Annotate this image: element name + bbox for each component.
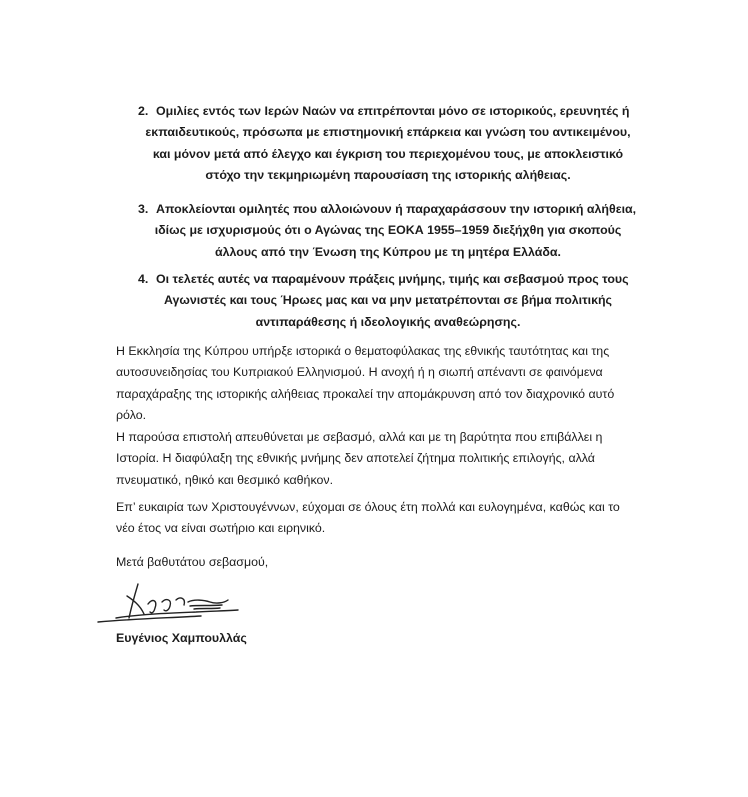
item-line: εκπαιδευτικούς, πρόσωπα με επιστημονική επάρκεια και γνώση του αντικειμένου, <box>145 125 631 140</box>
item-line: άλλους από την Ένωση της Κύπρου με τη μητέρα Ελλάδα. <box>215 244 561 259</box>
item-line: Αποκλείονται ομιλητές που αλλοιώνουν ή παραχαράσσουν την ιστορική αλήθεια, <box>156 202 637 216</box>
body-paragraph <box>116 341 646 426</box>
body-paragraph <box>116 497 646 540</box>
item-line: Ομιλίες εντός των Ιερών Ναών να επιτρέπονται μόνο σε ιστορικούς, ερευνητές ή <box>156 104 630 118</box>
signer-name: Ευγένιος Χαμπουλλάς <box>116 631 247 645</box>
paragraph-line: Η παρούσα επιστολή απευθύνεται με σεβασμό, αλλά και με τη βαρύτητα που επιβάλλει η <box>116 430 603 444</box>
paragraph-line: πνευματικό, ηθικό και θεσμικό καθήκον. <box>116 472 334 487</box>
item-number: 2. <box>138 104 149 118</box>
item-text <box>138 269 638 333</box>
paragraph-line: νέο έτος να είναι σωτήριο και ειρηνικό. <box>116 521 326 536</box>
item-line: αντιπαράθεσης ή ιδεολογικής αναθεώρησης. <box>255 314 521 329</box>
closing-salutation: Μετά βαθυτάτου σεβασμού, <box>116 555 269 569</box>
item-number: 3. <box>138 202 149 216</box>
item-text <box>138 199 638 263</box>
handwritten-signature <box>86 578 256 630</box>
paragraph-line: Η Εκκλησία της Κύπρου υπήρξε ιστορικά ο θεματοφύλακας της εθνικής ταυτότητας και της <box>116 344 610 358</box>
item-line: ιδίως με ισχυρισμούς ότι ο Αγώνας της ΕΟΚΑ 1955–1959 διεξήχθη για σκοπούς <box>154 223 622 238</box>
item-line: στόχο την τεκμηριωμένη παρουσίαση της ιστορικής αλήθειας. <box>205 167 571 182</box>
paragraph-line: αυτοσυνειδησίας του Κυπριακού Ελληνισμού. Η ανοχή ή η σιωπή απέναντι σε φαινόμενα <box>116 365 603 380</box>
paragraph-line: Επ’ ευκαιρία των Χριστουγέννων, εύχομαι σε όλους έτη πολλά και ευλογημένα, καθώς και το <box>116 500 620 514</box>
paragraph-line: Ιστορία. Η διαφύλαξη της εθνικής μνήμης δεν αποτελεί ζήτημα πολιτικής επιλογής, αλλά <box>116 451 595 466</box>
item-text <box>138 101 638 186</box>
paragraph-line: παραχάραξης της ιστορικής αλήθειας προκαλεί την απομάκρυνση από τον διαχρονικό αυτό <box>116 386 615 401</box>
body-paragraph <box>116 427 646 491</box>
item-line: και μόνον μετά από έλεγχο και έγκριση του περιεχομένου τους, με αποκλειστικό <box>152 146 624 161</box>
paragraph-line: ρόλο. <box>116 407 147 422</box>
item-line: Οι τελετές αυτές να παραμένουν πράξεις μνήμης, τιμής και σεβασμού προς τους <box>156 272 629 286</box>
item-line: Αγωνιστές και τους Ήρωες μας και να μην μετατρέπονται σε βήμα πολιτικής <box>164 293 612 308</box>
item-number: 4. <box>138 272 149 286</box>
